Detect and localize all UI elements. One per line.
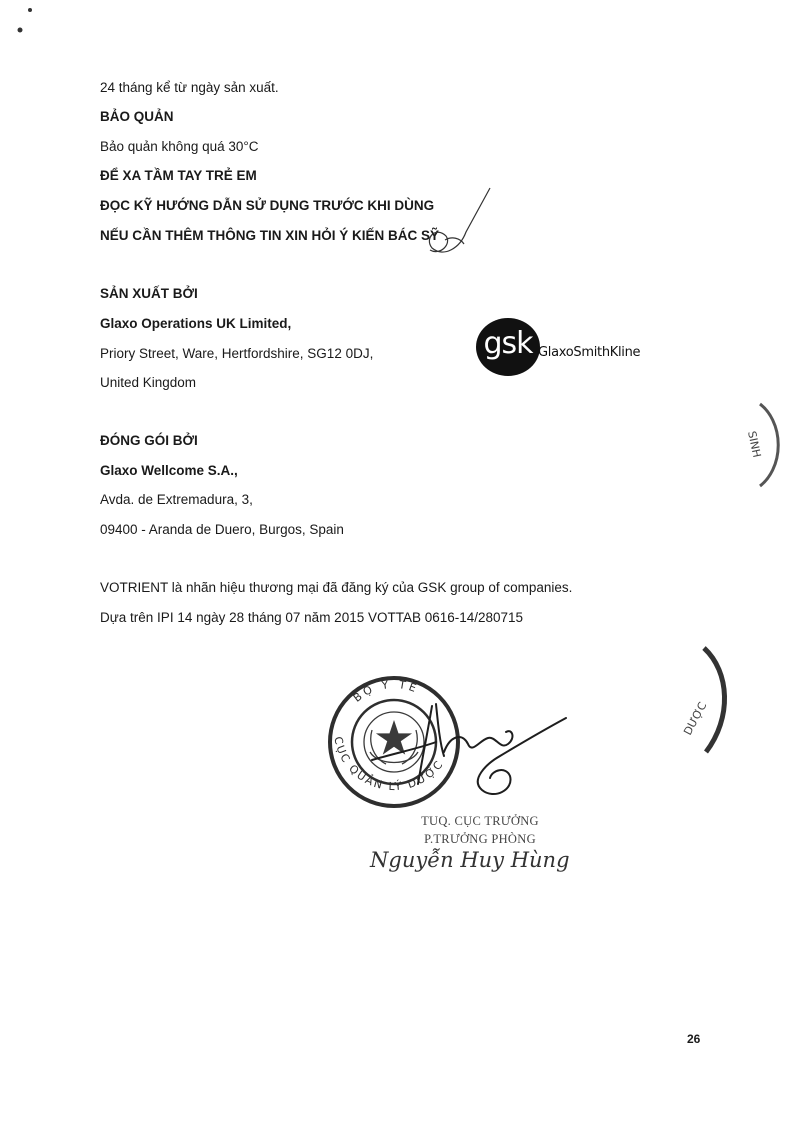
packager-address-line1: Avda. de Extremadura, 3, — [100, 492, 253, 507]
page-number: 26 — [687, 1032, 701, 1046]
warning-read-instructions: ĐỌC KỸ HƯỚNG DẪN SỬ DỤNG TRƯỚC KHI DÙNG — [100, 198, 435, 213]
stamp-top-text-path: BỘ Y TẾ — [350, 677, 421, 705]
side-stamp-text: SINH — [745, 429, 764, 459]
signature-title-line2: P.TRƯỞNG PHÒNG — [424, 832, 536, 846]
reference-line: Dựa trên IPI 14 ngày 28 tháng 07 năm 2015 VOTTAB 0616-14/280715 — [100, 610, 524, 625]
gsk-logo-letters: gsk — [483, 326, 533, 361]
manufacturer-address: Priory Street, Ware, Hertfordshire, SG12 0DJ, — [100, 346, 374, 361]
warning-consult-doctor: NẾU CẦN THÊM THÔNG TIN XIN HỎI Ý KIẾN BÁC SỸ — [100, 228, 440, 243]
approval-initial-mark — [429, 188, 490, 252]
packager-name: Glaxo Wellcome S.A., — [100, 463, 238, 478]
side-stamp-partial-1 — [745, 404, 778, 486]
gsk-logo-name: GlaxoSmithKline — [538, 345, 641, 360]
side-stamp-arc — [704, 648, 725, 752]
manufacturer-name: Glaxo Operations UK Limited, — [100, 316, 292, 331]
signatory-name: Nguyễn Huy Hùng — [370, 848, 570, 872]
scan-speck — [18, 28, 23, 33]
side-stamp-arc — [760, 404, 778, 486]
storage-heading: BẢO QUẢN — [100, 109, 174, 124]
shelf-life-text: 24 tháng kể từ ngày sản xuất. — [100, 80, 279, 95]
scan-speck — [28, 8, 32, 12]
side-stamp-text: DƯỢC — [681, 699, 710, 738]
manufacturer-country: United Kingdom — [100, 375, 197, 390]
manufacturer-heading: SẢN XUẤT BỞI — [100, 286, 198, 301]
official-round-stamp — [330, 678, 458, 806]
side-stamp-partial-2 — [681, 648, 724, 752]
storage-text: Bảo quản không quá 30°C — [100, 139, 259, 154]
signature-title-line1: TUQ. CỤC TRƯỞNG — [421, 814, 539, 828]
packager-address-line2: 09400 - Aranda de Duero, Burgos, Spain — [100, 522, 344, 537]
packager-heading: ĐÓNG GÓI BỞI — [100, 433, 198, 448]
signature-title-block — [380, 812, 580, 848]
national-emblem — [364, 712, 424, 772]
warning-children: ĐỂ XA TẦM TAY TRẺ EM — [100, 168, 257, 183]
stamp-bottom-text-path: CỤC QUẢN LÝ DƯỢC — [331, 735, 447, 794]
trademark-notice: VOTRIENT là nhãn hiệu thương mại đã đăng ký của GSK group of companies. — [100, 580, 573, 595]
